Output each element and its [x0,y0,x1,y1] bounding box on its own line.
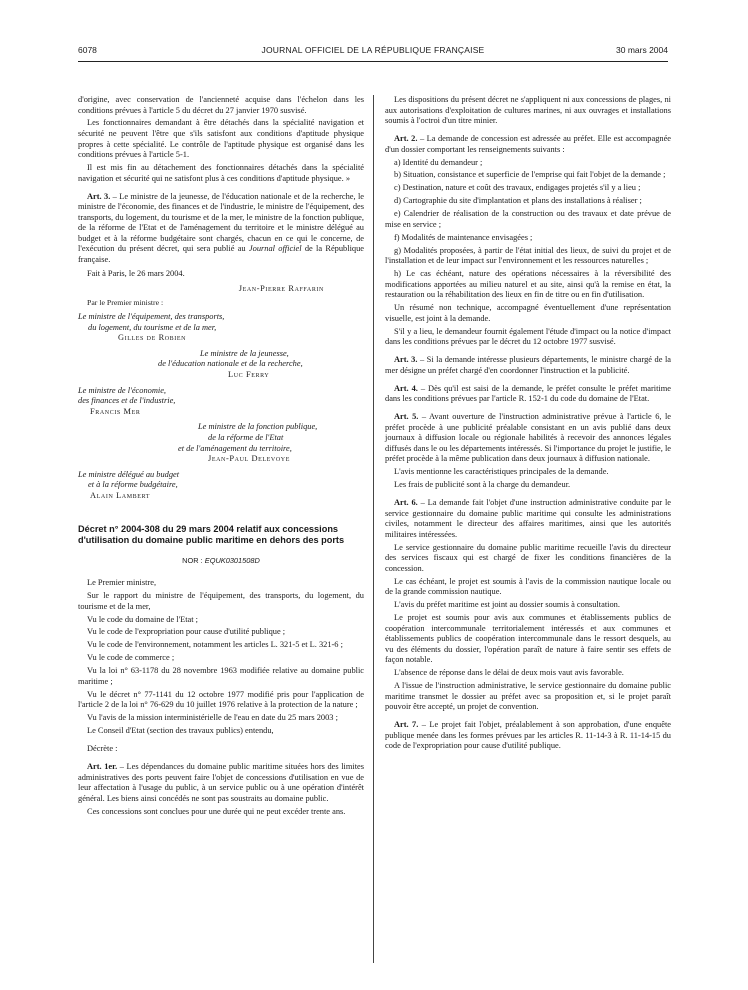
list-item: f) Modalités de maintenance envisagées ; [394,232,533,242]
article-label: Art. 7. [394,720,419,730]
paragraph: Sur le rapport du ministre de l'équipement, des transports, du logement, du tourisme et de la mer, [78,591,364,611]
article-6: Art. 6. – La demande fait l'objet d'une instruction administrative conduite par le service gestionnaire du domaine public maritime qui consulte les administrations civiles, notamment le directeur des affaires maritimes, ainsi que les autorités militaires intéressées. [385,498,671,539]
header-rule [78,61,668,62]
paragraph: Les fonctionnaires demandant à être détachés dans la spécialité navigation et sécurité ne peuvent l'être que s'ils satisfont aux conditions d'aptitude physique propres à cette spécialité. Le contrôle de l'aptitude physique est organisé dans les conditions prévues à l'article 5-1. [78,118,364,160]
article-5: Art. 5. – Avant ouverture de l'instruction administrative prévue à l'article 6, le préfet procède à une publicité préalable consistant en un avis publié dans deux journaux à diffusion locale ou régionale habilités à recevoir des annonces légales diffusés dans le ou les départements intéressés. Si l'importance du projet le justifie, le préfet procède à la même publication dans deux journaux à diffusion nationale. [385,412,671,464]
nor-reference: NOR : EQUK0301508D [182,555,260,565]
signer-name: Francis Mer [90,406,141,416]
paragraph: Un résumé non technique, accompagné éventuellement d'une représentation visuelle, est joint à la demande. [385,303,671,323]
visa: Vu le code de commerce ; [87,653,175,663]
paragraph: Ces concessions sont conclues pour une durée qui ne peut excéder trente ans. [87,806,346,816]
decrete: Décrète : [87,744,118,754]
paragraph: Les dispositions du présent décret ne s'appliquent ni aux concessions de plages, ni aux autorisations d'exploitation de cultures marines, ni aux ouvrages et installations soumis à l'octroi d'un titre minier. [385,95,671,126]
paragraph: Le projet est soumis pour avis aux communes et établissements publics de coopération intercommunale territorialement intéressés et aux communes et établissements publics de coopération intercommunale dans le ressort desquels, au vu des éléments du dossier, l'opération paraît de nature à faire sentir ses effets de façon notable. [385,613,671,665]
list-item: d) Cartographie du site d'implantation et plans des installations à réaliser ; [394,196,642,206]
article-label: Art. 4. [394,383,418,393]
paragraph: Le service gestionnaire du domaine public maritime recueille l'avis du directeur des services fiscaux qui est chargé de fixer les conditions financières de la concession. [385,542,671,573]
right-column [385,95,671,754]
signer-name: Alain Lambert [90,490,151,500]
page-number: 6078 [78,45,97,55]
journal-title: JOURNAL OFFICIEL DE LA RÉPUBLIQUE FRANÇAISE [261,45,485,55]
decree-title: Décret n° 2004-308 du 29 mars 2004 relatif aux concessions d'utilisation du domaine public maritime en dehors des ports [78,523,345,545]
article-1: Art. 1er. – Les dépendances du domaine public maritime situées hors des limites administratives des ports peuvent faire l'objet de concessions d'utilisation en vue de leur affectation à l'usage du public, à un service public ou à une opération d'intérêt général. Les biens ainsi concédés ne sont pas soustraits au domaine public. [78,762,365,803]
signer-prime-minister: Jean-Pierre Raffarin [238,283,324,293]
signature-block: Le ministre de l'équipement, des transports, du logement, du tourisme et de la mer, Gilles de Robien [78,312,364,344]
visa: Vu le code de l'expropriation pour cause d'utilité publique ; [87,627,286,637]
visa: Vu le décret n° 77-1141 du 12 octobre 1977 modifié pris pour l'application de l'article 2 de la loi n° 76-629 du 10 juillet 1976 relative à la protection de la nature ; [78,689,364,710]
signer-name: Jean-Paul Delevoye [208,454,290,464]
signature-block: Le ministre délégué au budget et à la réforme budgétaire, Alain Lambert [78,470,364,502]
list-item: c) Destination, nature et coût des travaux, endigages projetés s'il y a lieu ; [394,183,641,193]
list-item: h) Le cas échéant, nature des opérations nécessaires à la réversibilité des modifications apportées au milieu naturel et au site, ainsi qu'à la remise en état, la restauration ou la réhabilitation des lieux en fin de titre ou en fin d'utilisation. [385,269,671,300]
visa: Le Conseil d'Etat (section des travaux publics) entendu, [87,726,274,736]
visa: Vu l'avis de la mission interministérielle de l'eau en date du 25 mars 2003 ; [87,713,338,723]
column-divider [373,95,374,963]
paragraph: A l'issue de l'instruction administrative, le service gestionnaire du domaine public maritime transmet le dossier au préfet avec sa proposition et, si le projet paraît pouvoir être accepté, un projet de convention. [385,681,671,712]
paragraph: L'absence de réponse dans le délai de deux mois vaut avis favorable. [394,668,624,678]
article-label: Art. 1er. [87,762,118,772]
paragraph: L'avis du préfet maritime est joint au dossier soumis à consultation. [394,600,620,610]
article-label: Art. 2. [394,134,418,144]
article-label: Art. 3. [87,191,111,201]
list-item: e) Calendrier de réalisation de la construction ou des travaux et date prévue de mise en service ; [385,209,671,229]
paragraph: S'il y a lieu, le demandeur fournit également l'étude d'impact ou la notice d'impact dans les conditions prévues par le décret du 12 octobre 1977 susvisé. [385,326,671,347]
left-column [78,95,364,820]
article-3-final: Art. 3. – Le ministre de la jeunesse, de l'éducation nationale et de la recherche, le ministre de l'économie, des finances et de l'industrie, le ministre de l'équipement, des transports, du logement, du tourisme et de la mer, le ministre de la fonction publique, de la réforme de l'Etat et de l'aménagement du territoire et le ministre délégué au budget et à la réforme budgétaire sont chargés, chacun en ce qui le concerne, de l'exécution du présent décret, qui sera publié au Journal officiel de la République française. [78,191,365,264]
issue-date: 30 mars 2004 [616,45,668,55]
signature-block: Le ministre de la fonction publique, de la réforme de l'Etat et de l'aménagement du territoire, Jean-Paul Delevoye [78,422,364,464]
article-2: Art. 2. – La demande de concession est adressée au préfet. Elle est accompagnée d'un dossier comportant les renseignements suivants : [385,134,672,154]
place-date: Fait à Paris, le 26 mars 2004. [87,269,185,279]
paragraph: Le Premier ministre, [87,578,157,588]
article-label: Art. 6. [394,498,418,508]
signer-name: Luc Ferry [228,370,270,380]
signature-block: Le ministre de l'économie, des finances et de l'industrie, Francis Mer [78,386,364,418]
visa: Vu la loi n° 63-1178 du 28 novembre 1963 modifiée relative au domaine public maritime ; [78,666,364,686]
article-3: Art. 3. – Si la demande intéresse plusieurs départements, le ministre chargé de la mer désigne un préfet chargé d'en coordonner l'instruction et la publicité. [385,355,671,375]
article-4: Art. 4. – Dès qu'il est saisi de la demande, le préfet consulte le préfet maritime dans les conditions prévues par l'article R. 152-1 du code du domaine de l'Etat. [385,383,671,404]
article-label: Art. 5. [394,412,419,422]
list-item: g) Modalités proposées, à partir de l'état initial des lieux, de suivi du projet et de l'installation et de leur impact sur l'environnement et les ressources naturelles ; [385,245,671,266]
paragraph: Le cas échéant, le projet est soumis à l'avis de la commission nautique locale ou de la grande commission nautique. [385,576,671,597]
visa: Vu le code de l'environnement, notamment les articles L. 321-5 et L. 321-6 ; [87,640,343,650]
list-item: b) Situation, consistance et superficie de l'emprise qui fait l'objet de la demande ; [394,170,666,180]
article-7: Art. 7. – Le projet fait l'objet, préalablement à son approbation, d'une enquête publique menée dans les formes prévues par les articles R. 11-14-3 à R. 11-14-15 du code de l'expropriation pour cause d'utilité publique. [385,720,671,751]
paragraph: d'origine, avec conservation de l'ancienneté acquise dans l'échelon dans les conditions prévues à l'article 5 du décret du 27 janvier 1970 susvisé. [78,95,364,115]
signer-name: Gilles de Robien [118,333,187,343]
article-label: Art. 3. [394,355,418,365]
paragraph: Les frais de publicité sont à la charge du demandeur. [394,480,571,490]
signature-block: Le ministre de la jeunesse, de l'éducation nationale et de la recherche, Luc Ferry [78,349,364,381]
paragraph: L'avis mentionne les caractéristiques principales de la demande. [394,467,609,477]
by-prime-minister: Par le Premier ministre : [87,297,164,307]
page-header [78,45,668,59]
visa: Vu le code du domaine de l'Etat ; [87,614,199,624]
paragraph: Il est mis fin au détachement des fonctionnaires détachés dans la spécialité navigation et sécurité qui ne satisfont plus à ces conditions d'aptitude physique. » [78,163,364,183]
list-item: a) Identité du demandeur ; [394,157,483,167]
